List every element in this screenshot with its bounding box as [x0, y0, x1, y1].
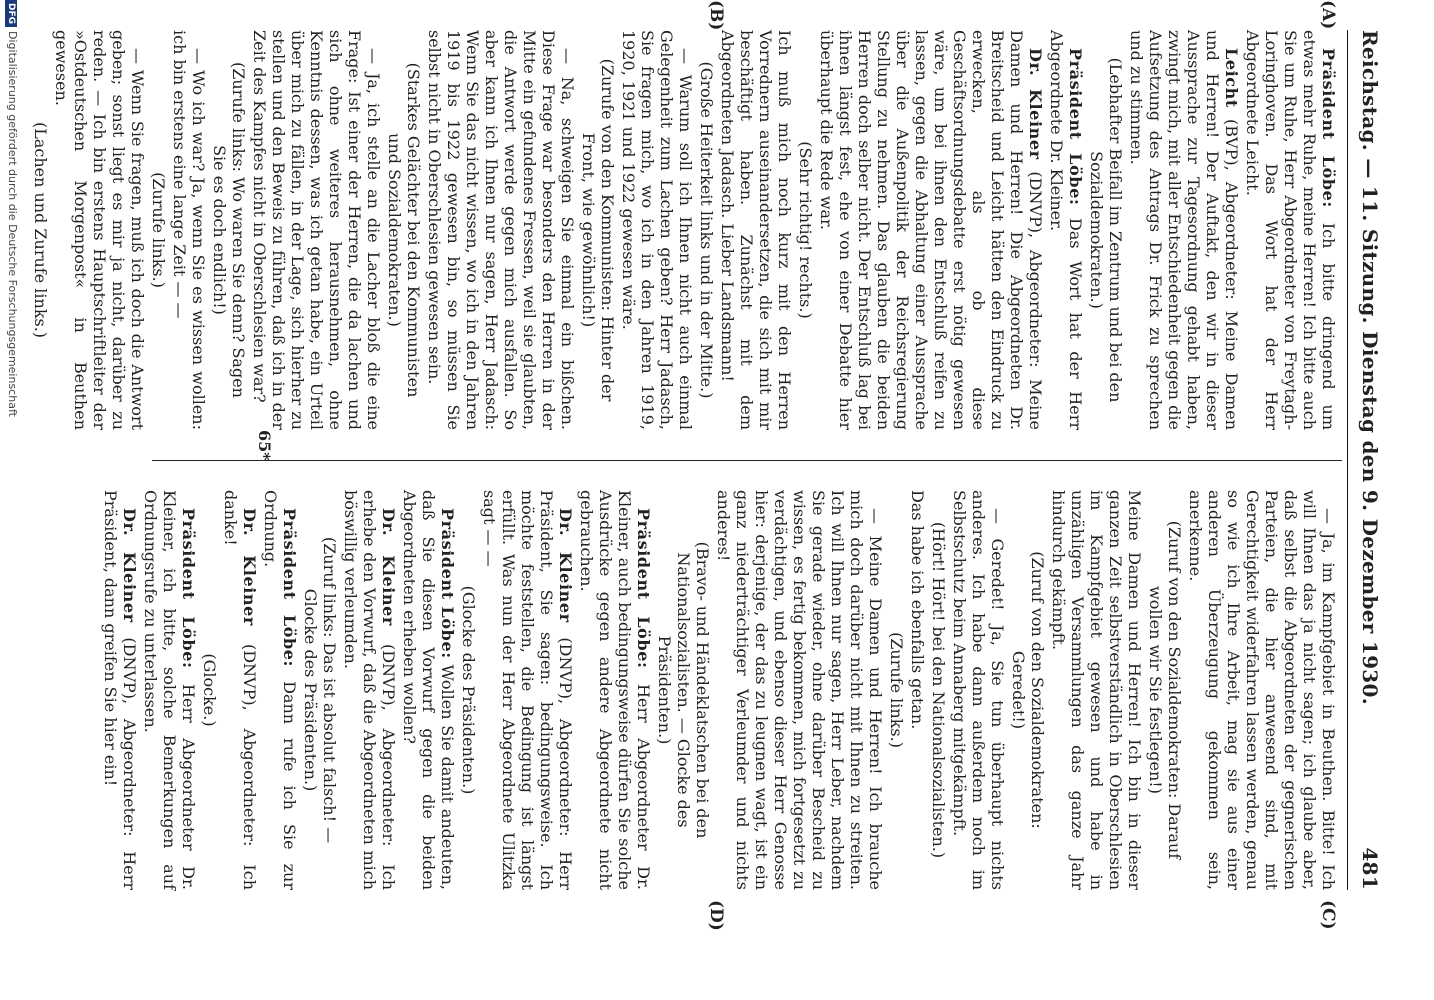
speaker-name: Dr. Kleiner	[556, 508, 575, 623]
interjection: (Zuruf von den Sozialdemokraten: Geredet!)	[1009, 551, 1047, 829]
left-column	[29, 30, 1338, 430]
speaker-name: Präsident Löbe:	[438, 508, 457, 659]
header-rule	[1347, 30, 1348, 890]
margin-mark-c: (C)	[1318, 900, 1338, 930]
paragraph	[1127, 30, 1241, 430]
paragraph-text: — Na, schweigen Sie einmal ein bißchen. Diese Frage war besonders den Herren in der Mitte ein gefundenes Fressen, weil sie glaubten, die Antwort werde gegen mich ausfallen. So aber kann ich Ihnen nur sagen, Herr Jadasch: Wenn Sie das nicht wissen, wo ich in den Jahren 1919 bis 1922 gewesen bin, so müssen Sie selbst nicht in Oberschlesien gewesen sein.	[425, 30, 577, 430]
speaker-name: Präsident Löbe:	[1319, 48, 1338, 208]
paragraph	[1243, 30, 1338, 430]
paragraph-text: — Wo ich war? Ja, wenn Sie es wissen wollen: ich bin erstens eine lange Zeit — —	[170, 30, 208, 430]
paragraph	[400, 490, 457, 890]
paragraph-text: Ich bitte dringend um etwas mehr Ruhe, meine Herren! Ich bitte auch Sie um Ruhe, Herr Abgeordneter von Freytagh-Loringhoven. Das Wort hat der Herr Abgeordnete Leicht.	[1243, 30, 1338, 430]
speaker-name: Leicht	[1222, 48, 1241, 108]
paragraph-text: — Geredet! Ja, Sie tun überhaupt nichts anderes. Ich habe dann außerdem noch im Selbstschutz beim Annaberg mitgekämpft.	[950, 490, 1007, 890]
page-header	[1358, 30, 1382, 890]
speaker-name: Dr. Kleiner	[379, 508, 398, 626]
interjection: (Sehr richtig! rechts.)	[796, 141, 815, 319]
paragraph	[480, 490, 575, 890]
paragraph	[101, 490, 139, 890]
credit-text: Digitalisierung gefördert durch die Deutsche Forschungsgemeinschaft	[6, 31, 19, 417]
margin-mark-a: (A)	[1318, 0, 1338, 30]
paragraph-text: Das Wort hat der Herr Abgeordnete Dr. Kleiner.	[1047, 30, 1085, 430]
paragraph-text: Das habe ich ebenfalls getan.	[908, 490, 927, 730]
paragraph	[714, 490, 885, 890]
header-title: Reichstag. — 11. Sitzung. Dienstag den 9. Dezember 1930.	[1358, 30, 1382, 705]
speaker-name: Dr. Kleiner	[240, 508, 259, 626]
paragraph-text: (DNVP), Abgeordneter: Herr Präsident, dann greifen Sie hier ein!	[101, 490, 139, 890]
paragraph	[1049, 490, 1144, 890]
interjection: (Lebhafter Beifall im Zentrum und bei den Sozialdemokraten.)	[1087, 57, 1125, 403]
paragraph-text: (DNVP), Abgeordneter: Meine Damen und Herren! Die Abgeordneten Dr. Breitscheid und Leicht hätten den Eindruck zu erwecken, als ob diese Geschäftsordnungsdebatte erst nötig gewesen wäre, um bei ihnen den Entschluß reifen zu lassen, gegen die Abhaltung einer Aussprache über die Außenpolitik der Reichsregierung Stellung zu nehmen. Das glauben die beiden Herren doch selber nicht. Der Entschluß lag bei ihnen längst fest, ehe von einer Debatte hier überhaupt die Rede war.	[817, 30, 1045, 430]
paragraph-text: Ich muß mich noch kurz mit den Herren Vorrednern auseinandersetzen, die sich mit mir beschäftigt haben. Zunächst mit dem Abgeordneten Jadasch. Lieber Landsmann!	[718, 30, 794, 430]
paragraph	[577, 490, 653, 890]
paragraph	[817, 30, 1045, 430]
interjection: (Glocke.)	[200, 653, 219, 727]
paragraph	[1047, 30, 1085, 430]
paragraph	[52, 30, 147, 430]
speaker-name: Präsident Löbe:	[634, 508, 653, 669]
paragraph-text: (DNVP), Abgeordneter: Ich erhebe den Vorwurf, daß die Abgeordneten mich böswillig verleumden.	[341, 490, 398, 890]
paragraph	[261, 490, 299, 890]
margin-mark-b: (B)	[706, 0, 726, 31]
dfg-logo: DFG	[5, 0, 17, 27]
paragraph	[1186, 490, 1338, 890]
sheet-signature: 65*	[255, 430, 274, 461]
paragraph-text: — Wenn Sie fragen, muß ich doch die Antwort geben; sonst liegt es mir ja nicht, darüber zu reden. — Ich bin erstens Hauptschriftleiter der »Ostdeutschen Morgenpost« in Beuthen gewesen.	[52, 30, 147, 430]
interjection: (Bravo- und Händeklatschen bei den Nationalsozialisten. — Glocke des Präsidenten.)	[655, 541, 712, 839]
interjection: (Zurufe links.)	[887, 632, 906, 748]
interjection: (Zuruf von den Sozialdemokraten: Darauf wollen wir Sie festlegen!)	[1146, 520, 1184, 860]
paragraph	[221, 490, 259, 890]
interjection: (Starkes Gelächter bei den Kommunisten und Sozialdemokraten.)	[385, 62, 423, 398]
speaker-name: Dr. Kleiner	[1026, 48, 1045, 160]
interjection: (Hört! Hört! bei den Nationalsozialisten.)	[929, 521, 948, 859]
paragraph	[341, 490, 398, 890]
speaker-name: Präsident Löbe:	[1066, 48, 1085, 206]
paragraph-text: Wollen Sie damit andeuten, daß Sie diesen Vorwurf gegen die beiden Abgeordneten erheben wollen?	[400, 490, 457, 890]
paragraph	[718, 30, 794, 430]
interjection: (Zurufe links: Wo waren Sie denn? Sagen Sie es doch endlich!)	[210, 62, 248, 398]
paragraph-text: (DNVP), Abgeordneter: Herr Präsident, Sie sagen: bedingungsweise. Ich möchte feststellen, die Bedingung ist längst erfüllt. Was nun der Herr Abgeordnete Ulitzka sagt — —	[480, 490, 575, 890]
interjection: (Zurufe von den Kommunisten: Hinter der Front, wie gewöhnlich!)	[579, 58, 617, 402]
paragraph-text: Meine Damen und Herren! Ich bin in dieser ganzen Zeit selbstverständlich in Oberschlesien im Kampfgebiet gewesen und habe in unzähligen Versammlungen das ganze Jahr hindurch gekämpft.	[1049, 490, 1144, 890]
interjection: (Zurufe links.)	[149, 172, 168, 288]
interjection: (Zuruf links: Das ist absolut falsch! — Glocke des Präsidenten.)	[301, 536, 339, 844]
speaker-name: Präsident Löbe:	[280, 508, 299, 668]
paragraph	[908, 490, 927, 890]
paragraph-text: (DNVP), Abgeordneter: Ich danke!	[221, 490, 259, 890]
paragraph-text: Herr Abgeordneter Dr. Kleiner, ich bitte, solche Bemerkungen auf Ordnungsrufe zu unterlassen.	[141, 490, 198, 890]
paragraph	[619, 30, 695, 430]
paragraph-text: — Warum soll ich Ihnen nicht auch einmal Gelegenheit zum Lachen geben? Herr Jadasch, Sie fragen mich, wo ich in den Jahren 1919, 1920, 1921 und 1922 gewesen wäre.	[619, 30, 695, 430]
page-number: 481	[1358, 847, 1382, 890]
column-divider	[152, 460, 1342, 461]
paragraph-text: Dann rufe ich Sie zur Ordnung.	[261, 490, 299, 890]
paragraph	[170, 30, 208, 430]
paragraph	[425, 30, 577, 430]
paragraph-text: — Meine Damen und Herren! Ich brauche mich doch darüber nicht mit Ihnen zu streiten. Ich will Ihnen nur sagen, Herr Leber, nachdem Sie gerade wieder, ohne darüber Bescheid zu wissen, es fertig bekommen, mich fortgesetzt zu verdächtigen, und ebenso dieser Herr Genosse hier: derjenige, der das zu leugnen wagt, ist ein ganz niederträchtiger Verleumder und nichts anderes!	[714, 490, 885, 890]
paragraph-text: (BVP), Abgeordneter: Meine Damen und Herren! Der Auftakt, den wir in dieser Aussprache zur Tagesordnung gehabt haben, zwingt mich, mit aller Entschiedenheit gegen die Aufsetzung des Antrags Dr. Frick zu sprechen und zu stimmen.	[1127, 30, 1241, 430]
digitization-credit	[5, 0, 19, 1000]
interjection: (Große Heiterkeit links und in der Mitte.)	[697, 61, 716, 399]
right-column	[99, 490, 1338, 890]
paragraph-text: Herr Abgeordneter Dr. Kleiner, auch bedingungsweise dürfen Sie solche Ausdrücke gegen andere Abgeordnete nicht gebrauchen.	[577, 490, 653, 890]
paragraph-text: — Ja, ich stelle an die Lacher bloß die eine Frage: Ist einer der Herren, die da lachen und sich ohne weiteres herausnehmen, ohne Kenntnis dessen, was ich getan habe, ein Urteil über mich zu fällen, in der Lage, sich hierher zu stellen und den Beweis zu führen, daß ich in der Zeit des Kampfes nicht in Oberschlesien war?	[250, 30, 383, 430]
paragraph	[250, 30, 383, 430]
interjection: (Lachen und Zurufe links.)	[31, 121, 50, 339]
paragraph-text: — Ja, im Kampfgebiet in Beuthen. Bitte! Ich will Ihnen das ja nicht sagen; ich glaube aber, daß selbst die Abgeordneten der gegnerischen Parteien, die hier anwesend sind, mit Gerechtigkeit widerfahren lassen werden, genau so wie ich Ihre Arbeit, mag sie aus einer anderen Überzeugung gekommen sein, anerkenne.	[1186, 490, 1338, 890]
paragraph	[141, 490, 198, 890]
paragraph	[950, 490, 1007, 890]
margin-mark-d: (D)	[706, 900, 726, 931]
speaker-name: Dr. Kleiner	[120, 508, 139, 623]
interjection: (Glocke des Präsidenten.)	[459, 585, 478, 795]
speaker-name: Präsident Löbe:	[179, 508, 198, 669]
